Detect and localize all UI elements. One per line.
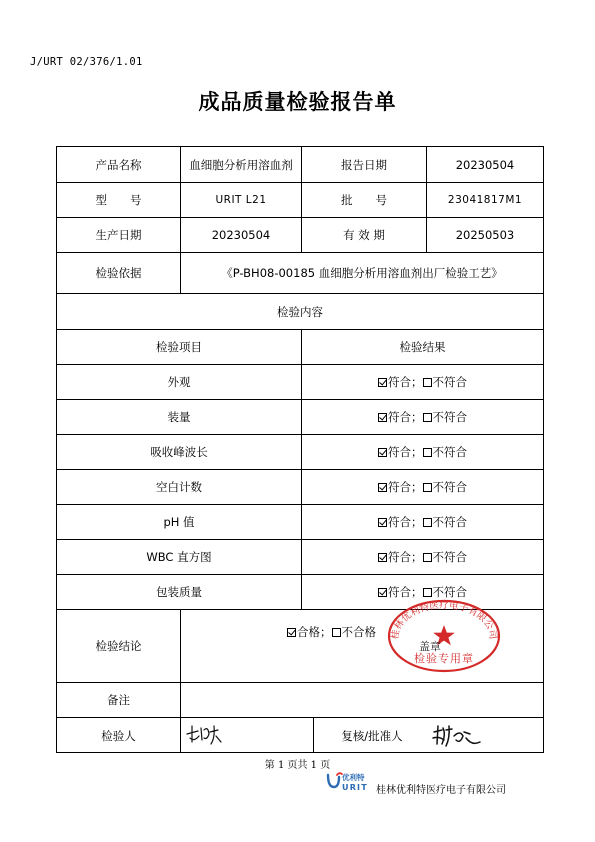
label-production-date: 生产日期 [95, 228, 142, 242]
unchecked-box-icon [423, 518, 432, 527]
page-number: 第 1 页共 1 页 [264, 760, 331, 771]
label-inspector: 检验人 [101, 728, 136, 743]
checked-box-icon [378, 413, 387, 422]
value-report-date: 20230504 [455, 157, 515, 172]
checked-box-icon [287, 628, 296, 637]
checked-box-icon [378, 588, 387, 597]
value-batch: 23041817M1 [447, 194, 523, 206]
unchecked-box-icon [423, 483, 432, 492]
unchecked-box-icon [423, 413, 432, 422]
item-name: WBC 直方图 [146, 550, 212, 564]
item-name: pH 值 [163, 515, 195, 529]
company-name: 桂林优利特医疗电子有限公司 [376, 785, 506, 796]
logo-cn-text: 优利特 [342, 773, 365, 782]
label-model: 型 号 [95, 193, 142, 207]
checked-box-icon [378, 553, 387, 562]
label-product-name: 产品名称 [95, 157, 142, 172]
unchecked-box-icon [423, 448, 432, 457]
value-remarks [181, 683, 543, 717]
label-approver: 复核/批准人 [341, 728, 403, 743]
urit-logo [326, 771, 374, 793]
value-model: URIT L21 [215, 194, 267, 206]
item-result: 符合； 不符合 [302, 400, 543, 434]
checked-box-icon [378, 378, 387, 387]
seal-stamp-label: 盖章 [419, 640, 441, 653]
checked-box-icon [378, 448, 387, 457]
document-number: J/URT 02/376/1.01 [30, 56, 143, 68]
checked-box-icon [378, 483, 387, 492]
column-header-item: 检验项目 [156, 340, 202, 354]
value-basis: 《P-BH08-00185 血细胞分析用溶血剂出厂检验工艺》 [221, 266, 503, 280]
column-header-result: 检验结果 [399, 340, 446, 354]
label-report-date: 报告日期 [341, 157, 387, 172]
unchecked-box-icon [423, 553, 432, 562]
seal-text-arc: 桂林优利特医疗电子有限公司 [389, 600, 499, 641]
page-title: 成品质量检验报告单 [198, 90, 397, 114]
label-basis: 检验依据 [95, 266, 142, 280]
value-production-date: 20230504 [211, 228, 271, 242]
conclusion-result: 合格； 不合格 [287, 621, 387, 643]
item-result: 符合； 不符合 [302, 575, 543, 609]
unchecked-box-icon [332, 628, 341, 637]
inspector-signature [184, 722, 224, 750]
item-name: 空白计数 [156, 480, 202, 494]
item-result: 符合； 不符合 [302, 505, 543, 539]
item-result: 符合； 不符合 [302, 540, 543, 574]
item-name: 装量 [167, 410, 191, 424]
label-conclusion: 检验结论 [95, 639, 142, 653]
label-expiry: 有 效 期 [343, 228, 385, 242]
item-result: 符合； 不符合 [302, 365, 543, 399]
item-name: 外观 [167, 375, 191, 389]
logo-en-text: URIT [342, 783, 368, 792]
item-name: 包装质量 [156, 585, 202, 599]
unchecked-box-icon [423, 588, 432, 597]
unchecked-box-icon [423, 378, 432, 387]
seal-text-bottom: 检验专用章 [414, 652, 474, 665]
content-header: 检验内容 [277, 304, 323, 319]
item-result: 符合； 不符合 [302, 435, 543, 469]
value-product-name: 血细胞分析用溶血剂 [189, 157, 293, 172]
item-name: 吸收峰波长 [150, 445, 208, 459]
approver-signature [430, 724, 486, 750]
inspection-seal [386, 598, 502, 674]
value-expiry: 20250503 [455, 228, 515, 242]
label-remarks: 备注 [107, 693, 130, 707]
item-result: 符合； 不符合 [302, 470, 543, 504]
checked-box-icon [378, 518, 387, 527]
label-batch: 批 号 [341, 193, 387, 207]
